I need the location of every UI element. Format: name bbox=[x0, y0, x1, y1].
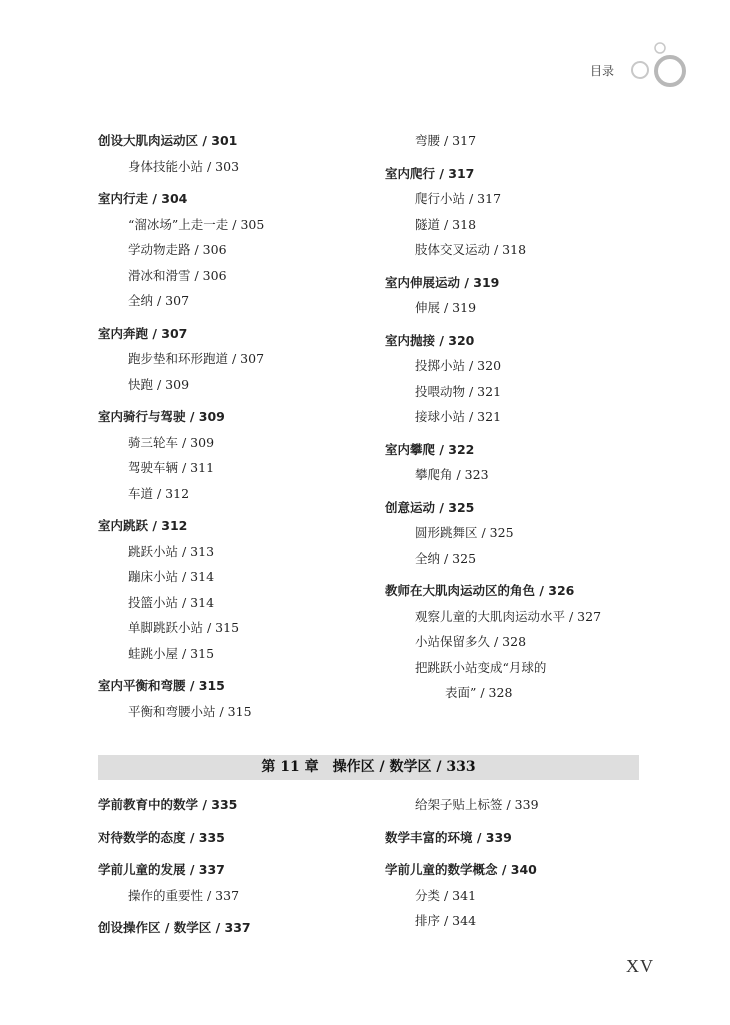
toc-entry: 攀爬角 / 323 bbox=[415, 467, 489, 482]
toc-section-heading: 室内行走 / 304 bbox=[98, 191, 188, 206]
header-title: 目录 bbox=[589, 64, 614, 78]
toc-entry: 小站保留多久 / 328 bbox=[415, 634, 527, 649]
toc-section-heading: 学前教育中的数学 / 335 bbox=[98, 797, 238, 812]
toc-entry: 驾驶车辆 / 311 bbox=[128, 460, 215, 475]
toc-entry: 接球小站 / 321 bbox=[415, 409, 502, 424]
toc-section-heading: 数学丰富的环境 / 339 bbox=[385, 829, 512, 845]
toc-section-heading: 对待数学的态度 / 335 bbox=[98, 829, 225, 845]
toc-section-heading: 室内爬行 / 317 bbox=[385, 165, 475, 181]
toc-entry: 爬行小站 / 317 bbox=[415, 191, 502, 206]
toc-entry: 身体技能小站 / 303 bbox=[128, 158, 240, 174]
toc-lower-right-column bbox=[385, 792, 675, 934]
toc-entry: 弯腰 / 317 bbox=[415, 133, 477, 148]
toc-entry: 投掷小站 / 320 bbox=[415, 358, 502, 373]
toc-entry: 肢体交叉运动 / 318 bbox=[415, 242, 527, 257]
toc-entry: 快跑 / 309 bbox=[128, 376, 190, 392]
toc-entry: 学动物走路 / 306 bbox=[128, 242, 227, 257]
toc-entry: 圆形跳舞区 / 325 bbox=[415, 525, 514, 540]
page-header bbox=[572, 40, 692, 90]
toc-entry: 隧道 / 318 bbox=[415, 216, 477, 232]
toc-entry: 投喂动物 / 321 bbox=[415, 383, 502, 399]
toc-entry: 观察儿童的大肌肉运动水平 / 327 bbox=[415, 608, 602, 624]
toc-section-heading: 创意运动 / 325 bbox=[385, 499, 475, 515]
toc-section-heading: 室内抛接 / 320 bbox=[385, 332, 475, 348]
toc-entry: 平衡和弯腰小站 / 315 bbox=[128, 703, 252, 719]
toc-section-heading: 室内跳跃 / 312 bbox=[98, 518, 188, 533]
toc-entry: 全纳 / 307 bbox=[128, 293, 190, 308]
decorative-circles-icon bbox=[622, 40, 692, 90]
toc-entry: 蛙跳小屋 / 315 bbox=[128, 645, 215, 661]
toc-section-heading: 室内骑行与驾驶 / 309 bbox=[98, 409, 225, 424]
toc-entry: 排序 / 344 bbox=[415, 913, 477, 928]
toc-entry: 车道 / 312 bbox=[128, 485, 190, 501]
toc-entry: 跳跃小站 / 313 bbox=[128, 543, 215, 559]
toc-entry: 投篮小站 / 314 bbox=[128, 594, 215, 610]
toc-entry: 蹦床小站 / 314 bbox=[128, 569, 215, 584]
toc-entry: 操作的重要性 / 337 bbox=[128, 887, 240, 903]
toc-entry: 给架子贴上标签 / 339 bbox=[415, 797, 539, 812]
toc-entry: 单脚跳跃小站 / 315 bbox=[128, 620, 240, 635]
toc-entry: 伸展 / 319 bbox=[415, 300, 477, 315]
toc-section-heading: 学前儿童的数学概念 / 340 bbox=[385, 862, 537, 877]
toc-section-heading: 室内伸展运动 / 319 bbox=[385, 274, 500, 290]
toc-entry: 滑冰和滑雪 / 306 bbox=[128, 267, 227, 283]
toc-entry: 分类 / 341 bbox=[415, 887, 477, 903]
toc-entry: 跑步垫和环形跑道 / 307 bbox=[128, 351, 265, 366]
toc-upper-left-column bbox=[98, 128, 378, 724]
toc-section-heading: 学前儿童的发展 / 337 bbox=[98, 862, 225, 877]
toc-entry: 把跳跃小站变成“月球的 bbox=[415, 659, 547, 675]
toc-entry: “溜冰场”上走一走 / 305 bbox=[128, 216, 265, 232]
toc-section-heading: 教师在大肌肉运动区的角色 / 326 bbox=[385, 583, 575, 598]
toc-lower-left-column bbox=[98, 792, 378, 941]
toc-entry: 骑三轮车 / 309 bbox=[128, 434, 215, 450]
toc-section-heading: 室内奔跑 / 307 bbox=[98, 325, 188, 341]
page-number: XV bbox=[626, 956, 654, 976]
toc-upper-right-column bbox=[385, 128, 675, 706]
toc-section-heading: 室内平衡和弯腰 / 315 bbox=[98, 678, 225, 693]
toc-entry: 全纳 / 325 bbox=[415, 550, 477, 566]
chapter-heading: 第 11 章 操作区 / 数学区 / 333 bbox=[98, 755, 639, 780]
toc-section-heading: 创设大肌肉运动区 / 301 bbox=[98, 133, 238, 148]
toc-section-heading: 创设操作区 / 数学区 / 337 bbox=[98, 920, 251, 935]
toc-section-heading: 室内攀爬 / 322 bbox=[385, 441, 475, 457]
toc-entry-continuation: 表面” / 328 bbox=[445, 685, 513, 700]
